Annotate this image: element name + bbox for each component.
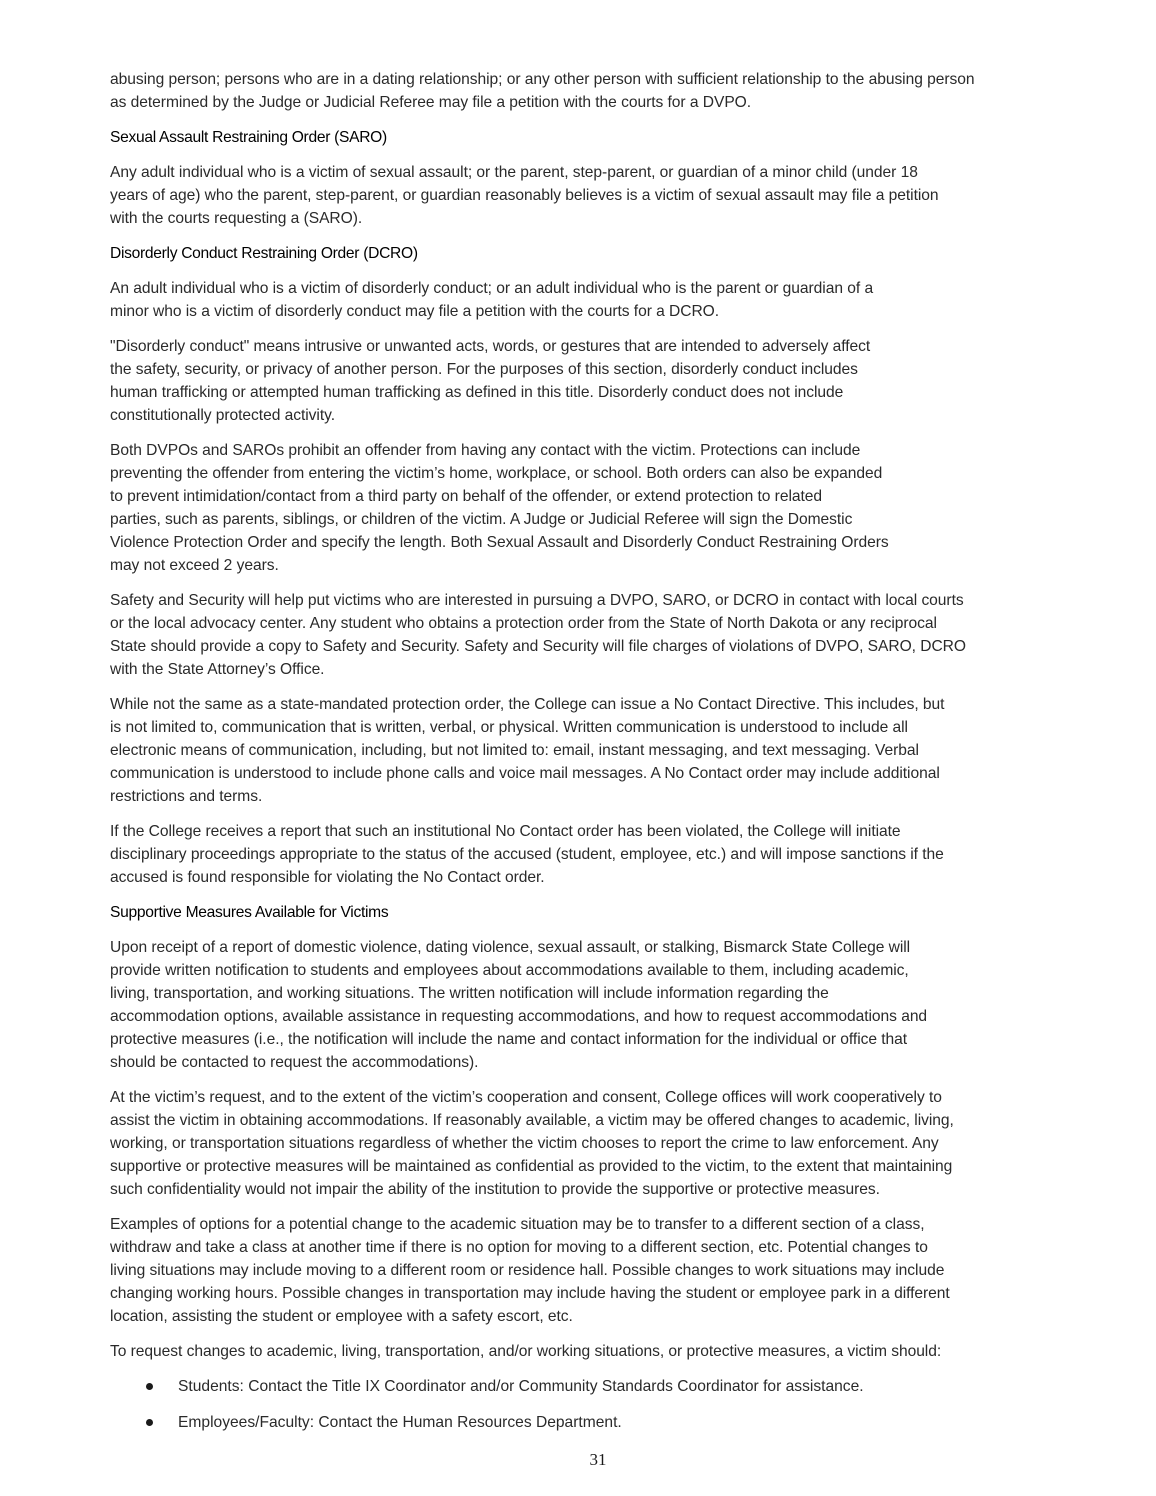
paragraph-both-orders: Both DVPOs and SAROs prohibit an offender from having any contact with the victim. Protections can include preventing the offender from entering the victim’s home, workplace, or school. Both orders can also be expanded to prevent intimidation/contact from a third party on behalf of the offender, or extend protection to related parties, such as parents, siblings, or children of the victim. A Judge or Judicial Referee will sign the Domestic Violence Protection Order and specify the length. Both Sexual Assault and Disorderly Conduct Restraining Orders may not exceed 2 years. <box>110 442 889 574</box>
paragraph-saro: Any adult individual who is a victim of sexual assault; or the parent, step-parent, or guardian of a minor child (under 18 years of age) who the parent, step-parent, or guardian reasonably believes is a victim of sexual assault may file a petition with the courts requesting a (SARO). <box>110 164 939 227</box>
list-item <box>146 1375 1076 1398</box>
paragraph-upon-receipt: Upon receipt of a report of domestic violence, dating violence, sexual assault, or stalking, Bismarck State College will provide written notification to students and employees about accommodations available to them, including academic, living, transportation, and working situations. The written notification will include information regarding the accommodation options, available assistance in requesting accommodations, and how to request accommodations and protective measures (i.e., the notification will include the name and contact information for the individual or office that should be contacted to request the accommodations). <box>110 939 928 1071</box>
paragraph-dcro: An adult individual who is a victim of disorderly conduct; or an adult individual who is the parent or guardian of a minor who is a victim of disorderly conduct may file a petition with the courts for a DCRO. <box>110 280 874 320</box>
list-item <box>146 1411 1076 1434</box>
list-item-text: Employees/Faculty: Contact the Human Resources Department. <box>178 1414 622 1431</box>
paragraph-intro: abusing person; persons who are in a dating relationship; or any other person with sufficient relationship to the abusing person as determined by the Judge or Judicial Referee may file a petition with the courts for a DVPO. <box>110 71 975 111</box>
page-number: 31 <box>589 1450 607 1469</box>
paragraph-victim-request: At the victim’s request, and to the extent of the victim’s cooperation and consent, College offices will work cooperatively to assist the victim in obtaining accommodations. If reasonably available, a victim may be offered changes to academic, living, working, or transportation situations regardless of whether the victim chooses to report the crime to law enforcement. Any supportive or protective measures will be maintained as confidential as provided to the victim, to the extent that maintaining such confidentiality would not impair the ability of the institution to provide the supportive or protective measures. <box>110 1089 954 1198</box>
paragraph-to-request: To request changes to academic, living, transportation, and/or working situations, or protective measures, a victim should: <box>110 1343 942 1360</box>
paragraph-disorderly-definition: "Disorderly conduct" means intrusive or unwanted acts, words, or gestures that are intended to adversely affect the safety, security, or privacy of another person. For the purposes of this section, disorderly conduct includes human trafficking or attempted human trafficking as defined in this title. Disorderly conduct does not include constitutionally protected activity. <box>110 338 871 424</box>
bullet-icon <box>146 1419 153 1426</box>
paragraph-examples: Examples of options for a potential change to the academic situation may be to transfer to a different section of a class, withdraw and take a class at another time if there is no option for moving to a different section, etc. Potential changes to living situations may include moving to a different room or residence hall. Possible changes to work situations may include changing working hours. Possible changes in transportation may include having the student or employee park in a different location, assisting the student or employee with a safety escort, etc. <box>110 1216 950 1325</box>
heading-dcro: Disorderly Conduct Restraining Order (DCRO) <box>110 245 418 262</box>
paragraph-safety-security: Safety and Security will help put victims who are interested in pursuing a DVPO, SARO, or DCRO in contact with local courts or the local advocacy center. Any student who obtains a protection order from the State of North Dakota or any reciprocal State should provide a copy to Safety and Security. Safety and Security will file charges of violations of DVPO, SARO, DCRO with the State Attorney’s Office. <box>110 592 966 678</box>
heading-supportive-measures: Supportive Measures Available for Victims <box>110 904 389 921</box>
list-item-text: Students: Contact the Title IX Coordinator and/or Community Standards Coordinator for assistance. <box>178 1378 864 1395</box>
document-page <box>110 68 1076 1447</box>
bullet-icon <box>146 1383 153 1390</box>
paragraph-no-contact-violation: If the College receives a report that such an institutional No Contact order has been violated, the College will initiate disciplinary proceedings appropriate to the status of the accused (student, employee, etc.) and will impose sanctions if the accused is found responsible for violating the No Contact order. <box>110 823 944 886</box>
heading-saro: Sexual Assault Restraining Order (SARO) <box>110 129 387 146</box>
paragraph-no-contact-directive: While not the same as a state-mandated protection order, the College can issue a No Contact Directive. This includes, but is not limited to, communication that is written, verbal, or physical. Written communication is understood to include all electronic means of communication, including, but not limited to: email, instant messaging, and text messaging. Verbal communication is understood to include phone calls and voice mail messages. A No Contact order may include additional restrictions and terms. <box>110 696 945 805</box>
contact-list <box>110 1375 1076 1434</box>
